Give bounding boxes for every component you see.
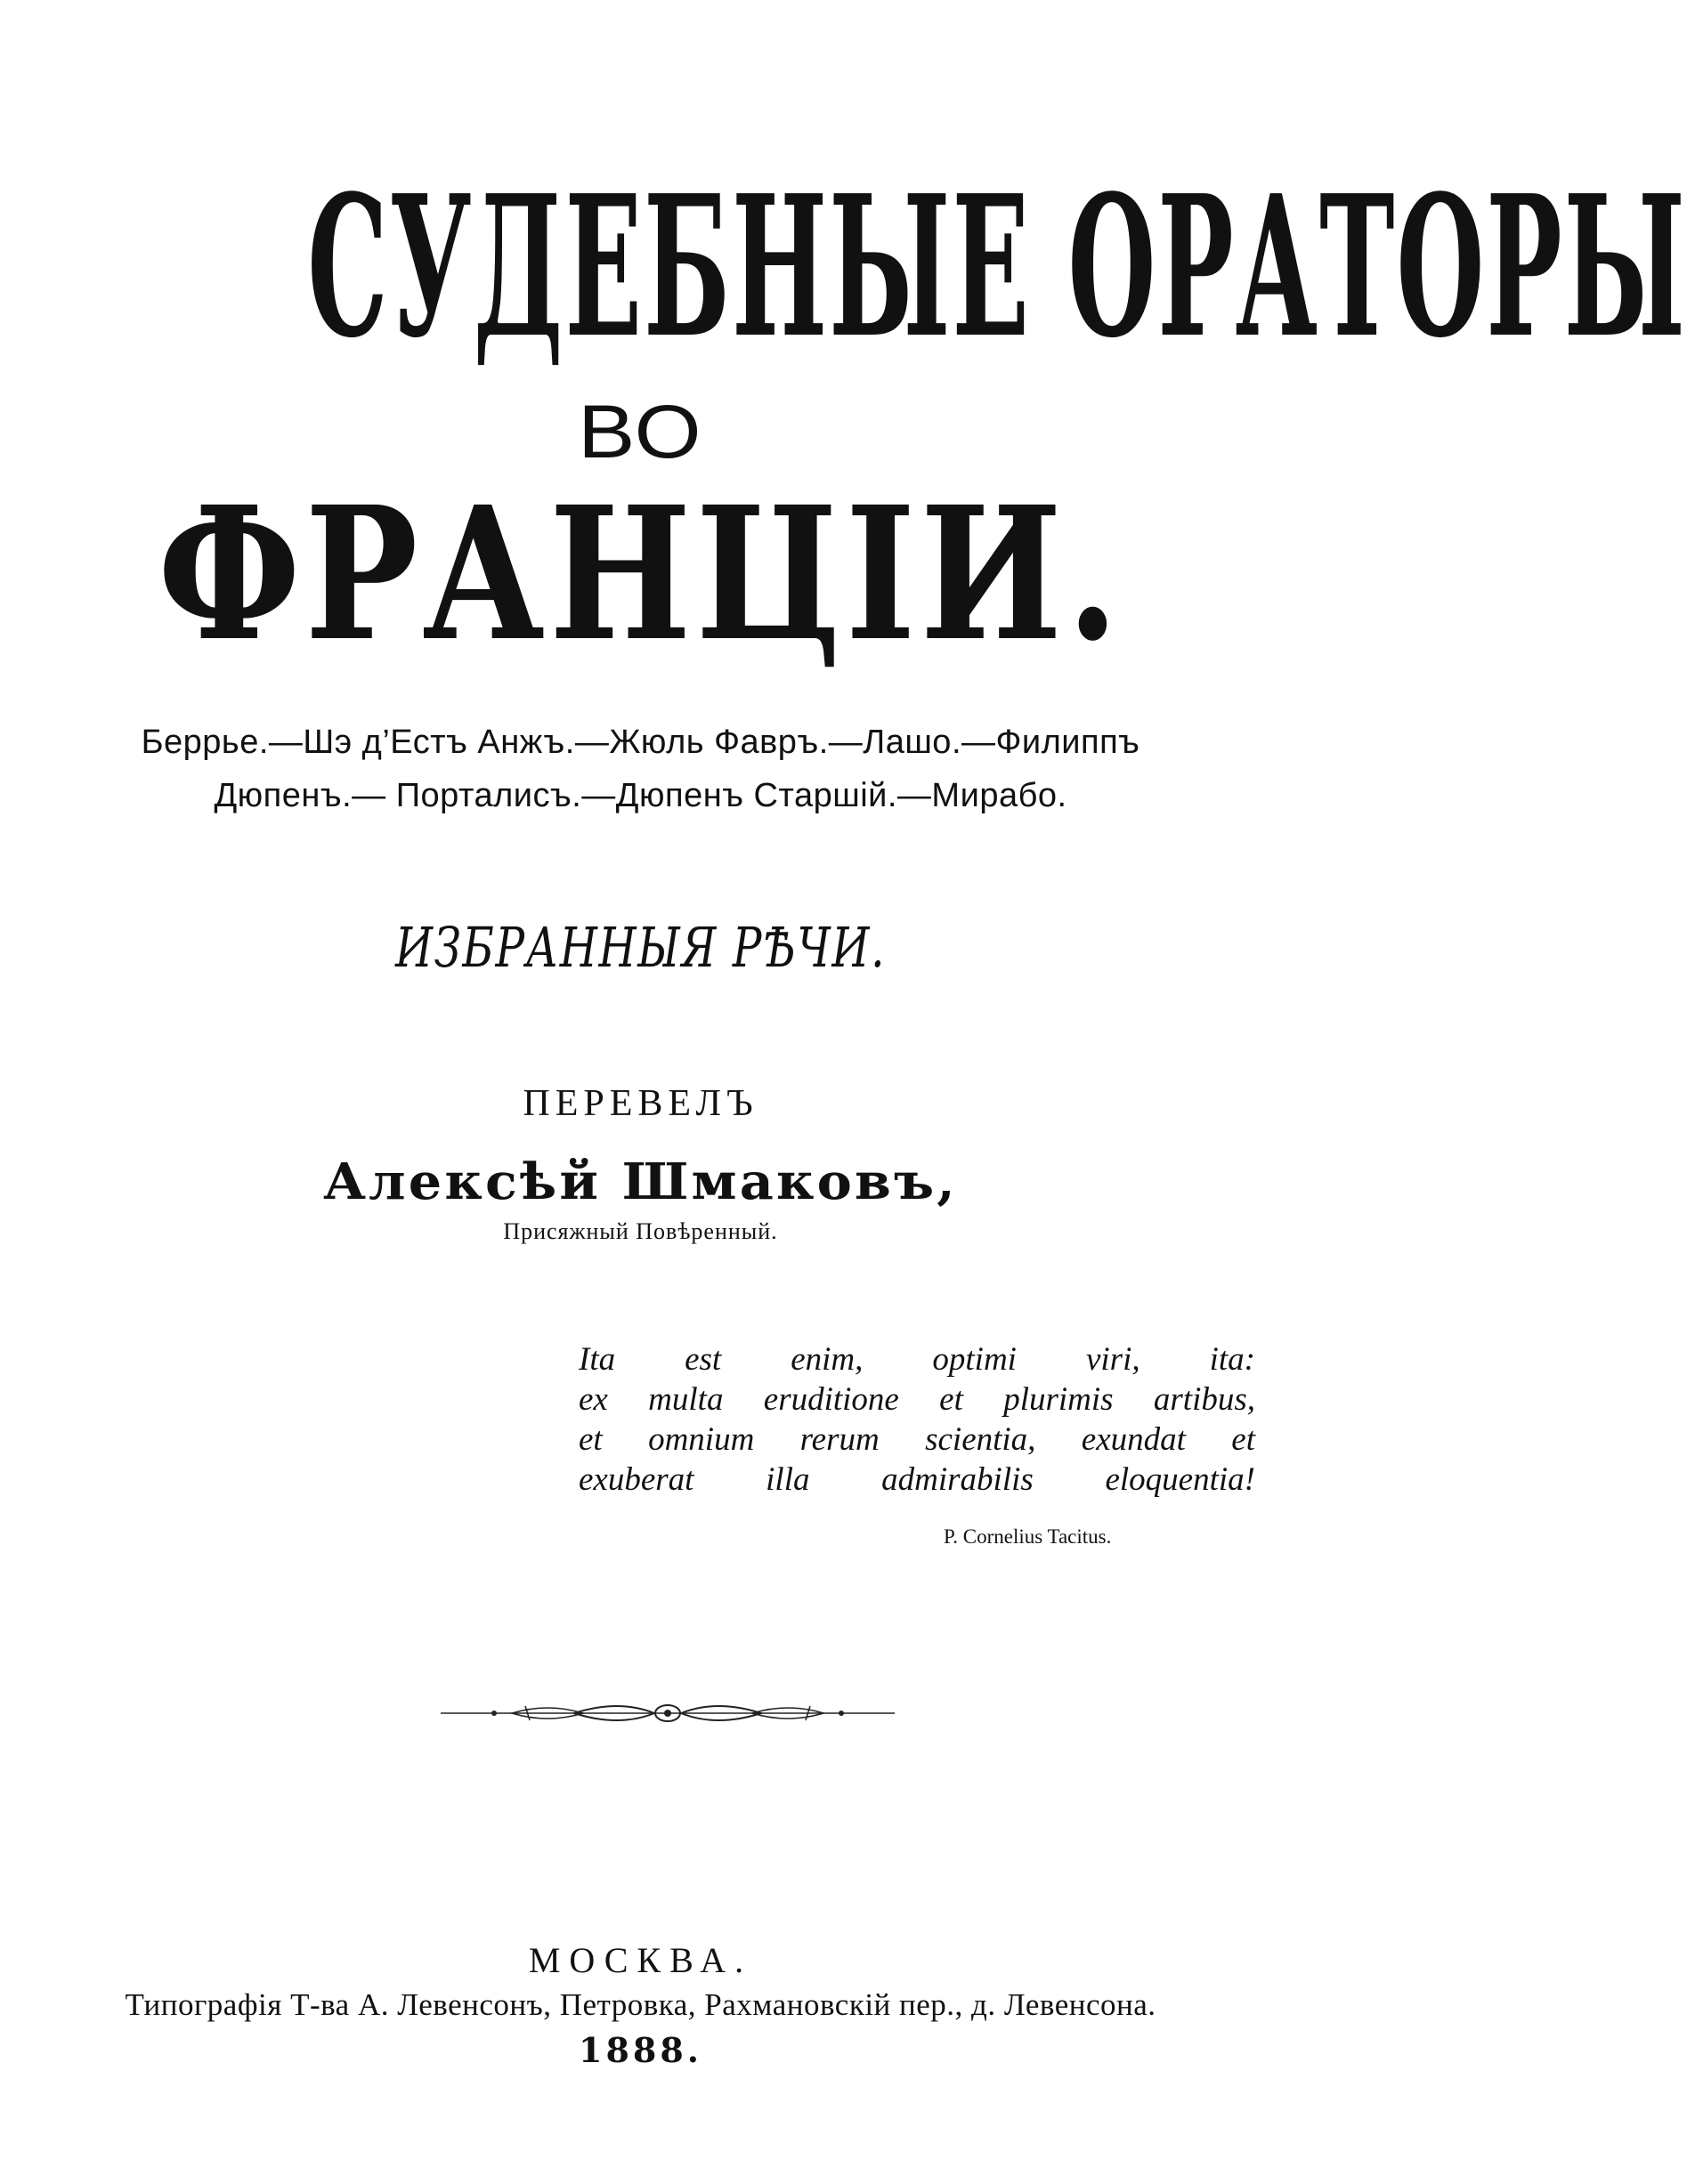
epigraph-line: Ita est enim, optimi viri, ita: <box>579 1341 1255 1378</box>
translator-position: Присяжный Повѣренный. <box>503 1218 778 1244</box>
orators-list-line-2: Дюпенъ.— Порталисъ.—Дюпенъ Старшій.—Мирабо. <box>214 777 1067 814</box>
imprint-printer: Типографія Т-ва А. Левенсонъ, Петровка, Рахмановскій пер., д. Левенсона. <box>125 1987 1156 2022</box>
translated-by-label: ПЕРЕВЕЛЪ <box>523 1083 758 1124</box>
subtitle: ИЗБРАННЫЯ РѢЧИ. <box>394 915 887 980</box>
epigraph <box>579 1339 1255 1500</box>
ornament-divider <box>441 1695 895 1731</box>
orators-list-line-1: Беррье.—Шэ д’Естъ Анжъ.—Жюль Фавръ.—Лашо.—Филиппъ <box>141 724 1140 761</box>
epigraph-line: et omnium rerum scientia, exundat et <box>579 1421 1255 1458</box>
epigraph-line: exuberat illa admirabilis eloquentia! <box>579 1461 1255 1498</box>
imprint-year: 1888. <box>579 2030 702 2070</box>
book-title-line-1: СУДЕБНЫЕ ОРАТОРЫ <box>307 153 1687 381</box>
epigraph-attribution: P. Cornelius Tacitus. <box>944 1525 1112 1548</box>
epigraph-line: ex multa eruditione et plurimis artibus, <box>579 1381 1255 1418</box>
book-title-line-2: ВО <box>578 390 703 473</box>
translator-name: Алексѣй Шмаковъ, <box>323 1153 958 1211</box>
book-title-line-3: ФРАНЦІИ. <box>158 466 1123 682</box>
imprint-city: МОСКВА. <box>528 1940 753 1980</box>
